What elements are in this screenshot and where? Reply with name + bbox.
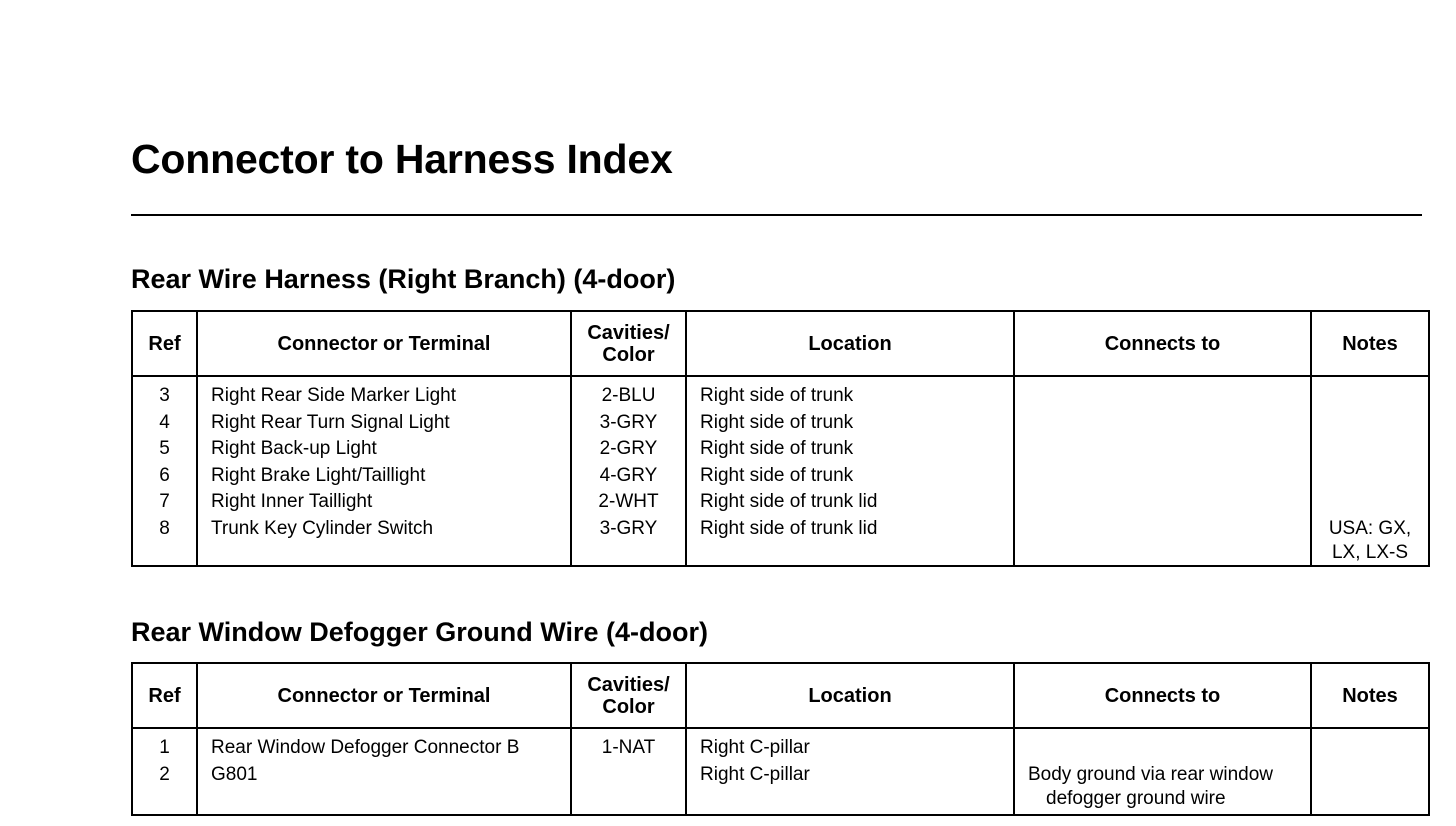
- cell-connects-to: [1014, 516, 1311, 566]
- cell-connects-to: [1014, 376, 1311, 410]
- cell-location: Right side of trunk lid: [686, 489, 1014, 516]
- table-row: [132, 762, 1429, 815]
- table-row: [132, 728, 1429, 762]
- cell-notes: [1311, 410, 1429, 437]
- cell-connects-to: [1014, 489, 1311, 516]
- cell-cavities: 2-GRY: [571, 436, 686, 463]
- header-connects-to: Connects to: [1014, 663, 1311, 728]
- cell-ref: 5: [132, 436, 197, 463]
- cell-cavities: 4-GRY: [571, 463, 686, 490]
- cell-cavities: [571, 762, 686, 815]
- cell-connects-to: [1014, 410, 1311, 437]
- cell-ref: 2: [132, 762, 197, 815]
- cell-connects-to: [1014, 728, 1311, 762]
- cell-connector: Rear Window Defogger Connector B: [197, 728, 571, 762]
- cell-connector: Right Inner Taillight: [197, 489, 571, 516]
- note-line: USA: GX,: [1328, 517, 1412, 539]
- table-row: [132, 436, 1429, 463]
- header-cavities: Cavities/ Color: [571, 663, 686, 728]
- connects-to-line: defogger ground wire: [1046, 787, 1226, 809]
- header-ref: Ref: [132, 663, 197, 728]
- page-title: Connector to Harness Index: [131, 136, 673, 182]
- cell-notes: [1311, 489, 1429, 516]
- cell-ref: 3: [132, 376, 197, 410]
- cell-notes: [1311, 762, 1429, 815]
- defogger-ground-wire-table: [131, 662, 1430, 816]
- cell-connects-to: [1014, 762, 1311, 815]
- note-line: LX, LX-S: [1331, 541, 1409, 563]
- cell-cavities: 2-BLU: [571, 376, 686, 410]
- cell-ref: 4: [132, 410, 197, 437]
- cell-cavities: 1-NAT: [571, 728, 686, 762]
- cell-location: Right side of trunk lid: [686, 516, 1014, 566]
- cell-connects-to: [1014, 436, 1311, 463]
- header-ref: Ref: [132, 311, 197, 376]
- cell-location: Right side of trunk: [686, 410, 1014, 437]
- connects-to-line: Body ground via rear window: [1028, 763, 1274, 785]
- cell-connector: Right Brake Light/Taillight: [197, 463, 571, 490]
- table-header-row: [132, 663, 1429, 728]
- cell-ref: 1: [132, 728, 197, 762]
- cell-connects-to: [1014, 463, 1311, 490]
- table-row: [132, 516, 1429, 566]
- cell-location: Right side of trunk: [686, 436, 1014, 463]
- table-header-row: [132, 311, 1429, 376]
- header-notes: Notes: [1311, 663, 1429, 728]
- cell-connector: G801: [197, 762, 571, 815]
- section-title-rear-wire-harness: Rear Wire Harness (Right Branch) (4-door): [131, 264, 676, 294]
- rear-wire-harness-table: [131, 310, 1430, 567]
- cell-connector: Trunk Key Cylinder Switch: [197, 516, 571, 566]
- cell-notes: [1311, 376, 1429, 410]
- table-row: [132, 463, 1429, 490]
- cell-cavities: 3-GRY: [571, 410, 686, 437]
- cell-notes: [1311, 516, 1429, 566]
- title-divider: [131, 214, 1422, 216]
- header-connects-to: Connects to: [1014, 311, 1311, 376]
- cell-ref: 6: [132, 463, 197, 490]
- table-row: [132, 410, 1429, 437]
- cell-location: Right side of trunk: [686, 376, 1014, 410]
- table-row: [132, 376, 1429, 410]
- cell-cavities: 3-GRY: [571, 516, 686, 566]
- header-location: Location: [686, 663, 1014, 728]
- cell-connector: Right Rear Turn Signal Light: [197, 410, 571, 437]
- cell-notes: [1311, 463, 1429, 490]
- cell-notes: [1311, 436, 1429, 463]
- cell-location: Right C-pillar: [686, 728, 1014, 762]
- cell-connector: Right Back-up Light: [197, 436, 571, 463]
- cell-connector: Right Rear Side Marker Light: [197, 376, 571, 410]
- header-notes: Notes: [1311, 311, 1429, 376]
- section-title-defogger-ground-wire: Rear Window Defogger Ground Wire (4-door): [131, 617, 709, 647]
- header-cavities: Cavities/ Color: [571, 311, 686, 376]
- header-connector: Connector or Terminal: [197, 311, 571, 376]
- cell-cavities: 2-WHT: [571, 489, 686, 516]
- cell-location: Right side of trunk: [686, 463, 1014, 490]
- table-row: [132, 489, 1429, 516]
- header-location: Location: [686, 311, 1014, 376]
- cell-location: Right C-pillar: [686, 762, 1014, 815]
- cell-ref: 8: [132, 516, 197, 566]
- cell-notes: [1311, 728, 1429, 762]
- cell-ref: 7: [132, 489, 197, 516]
- header-connector: Connector or Terminal: [197, 663, 571, 728]
